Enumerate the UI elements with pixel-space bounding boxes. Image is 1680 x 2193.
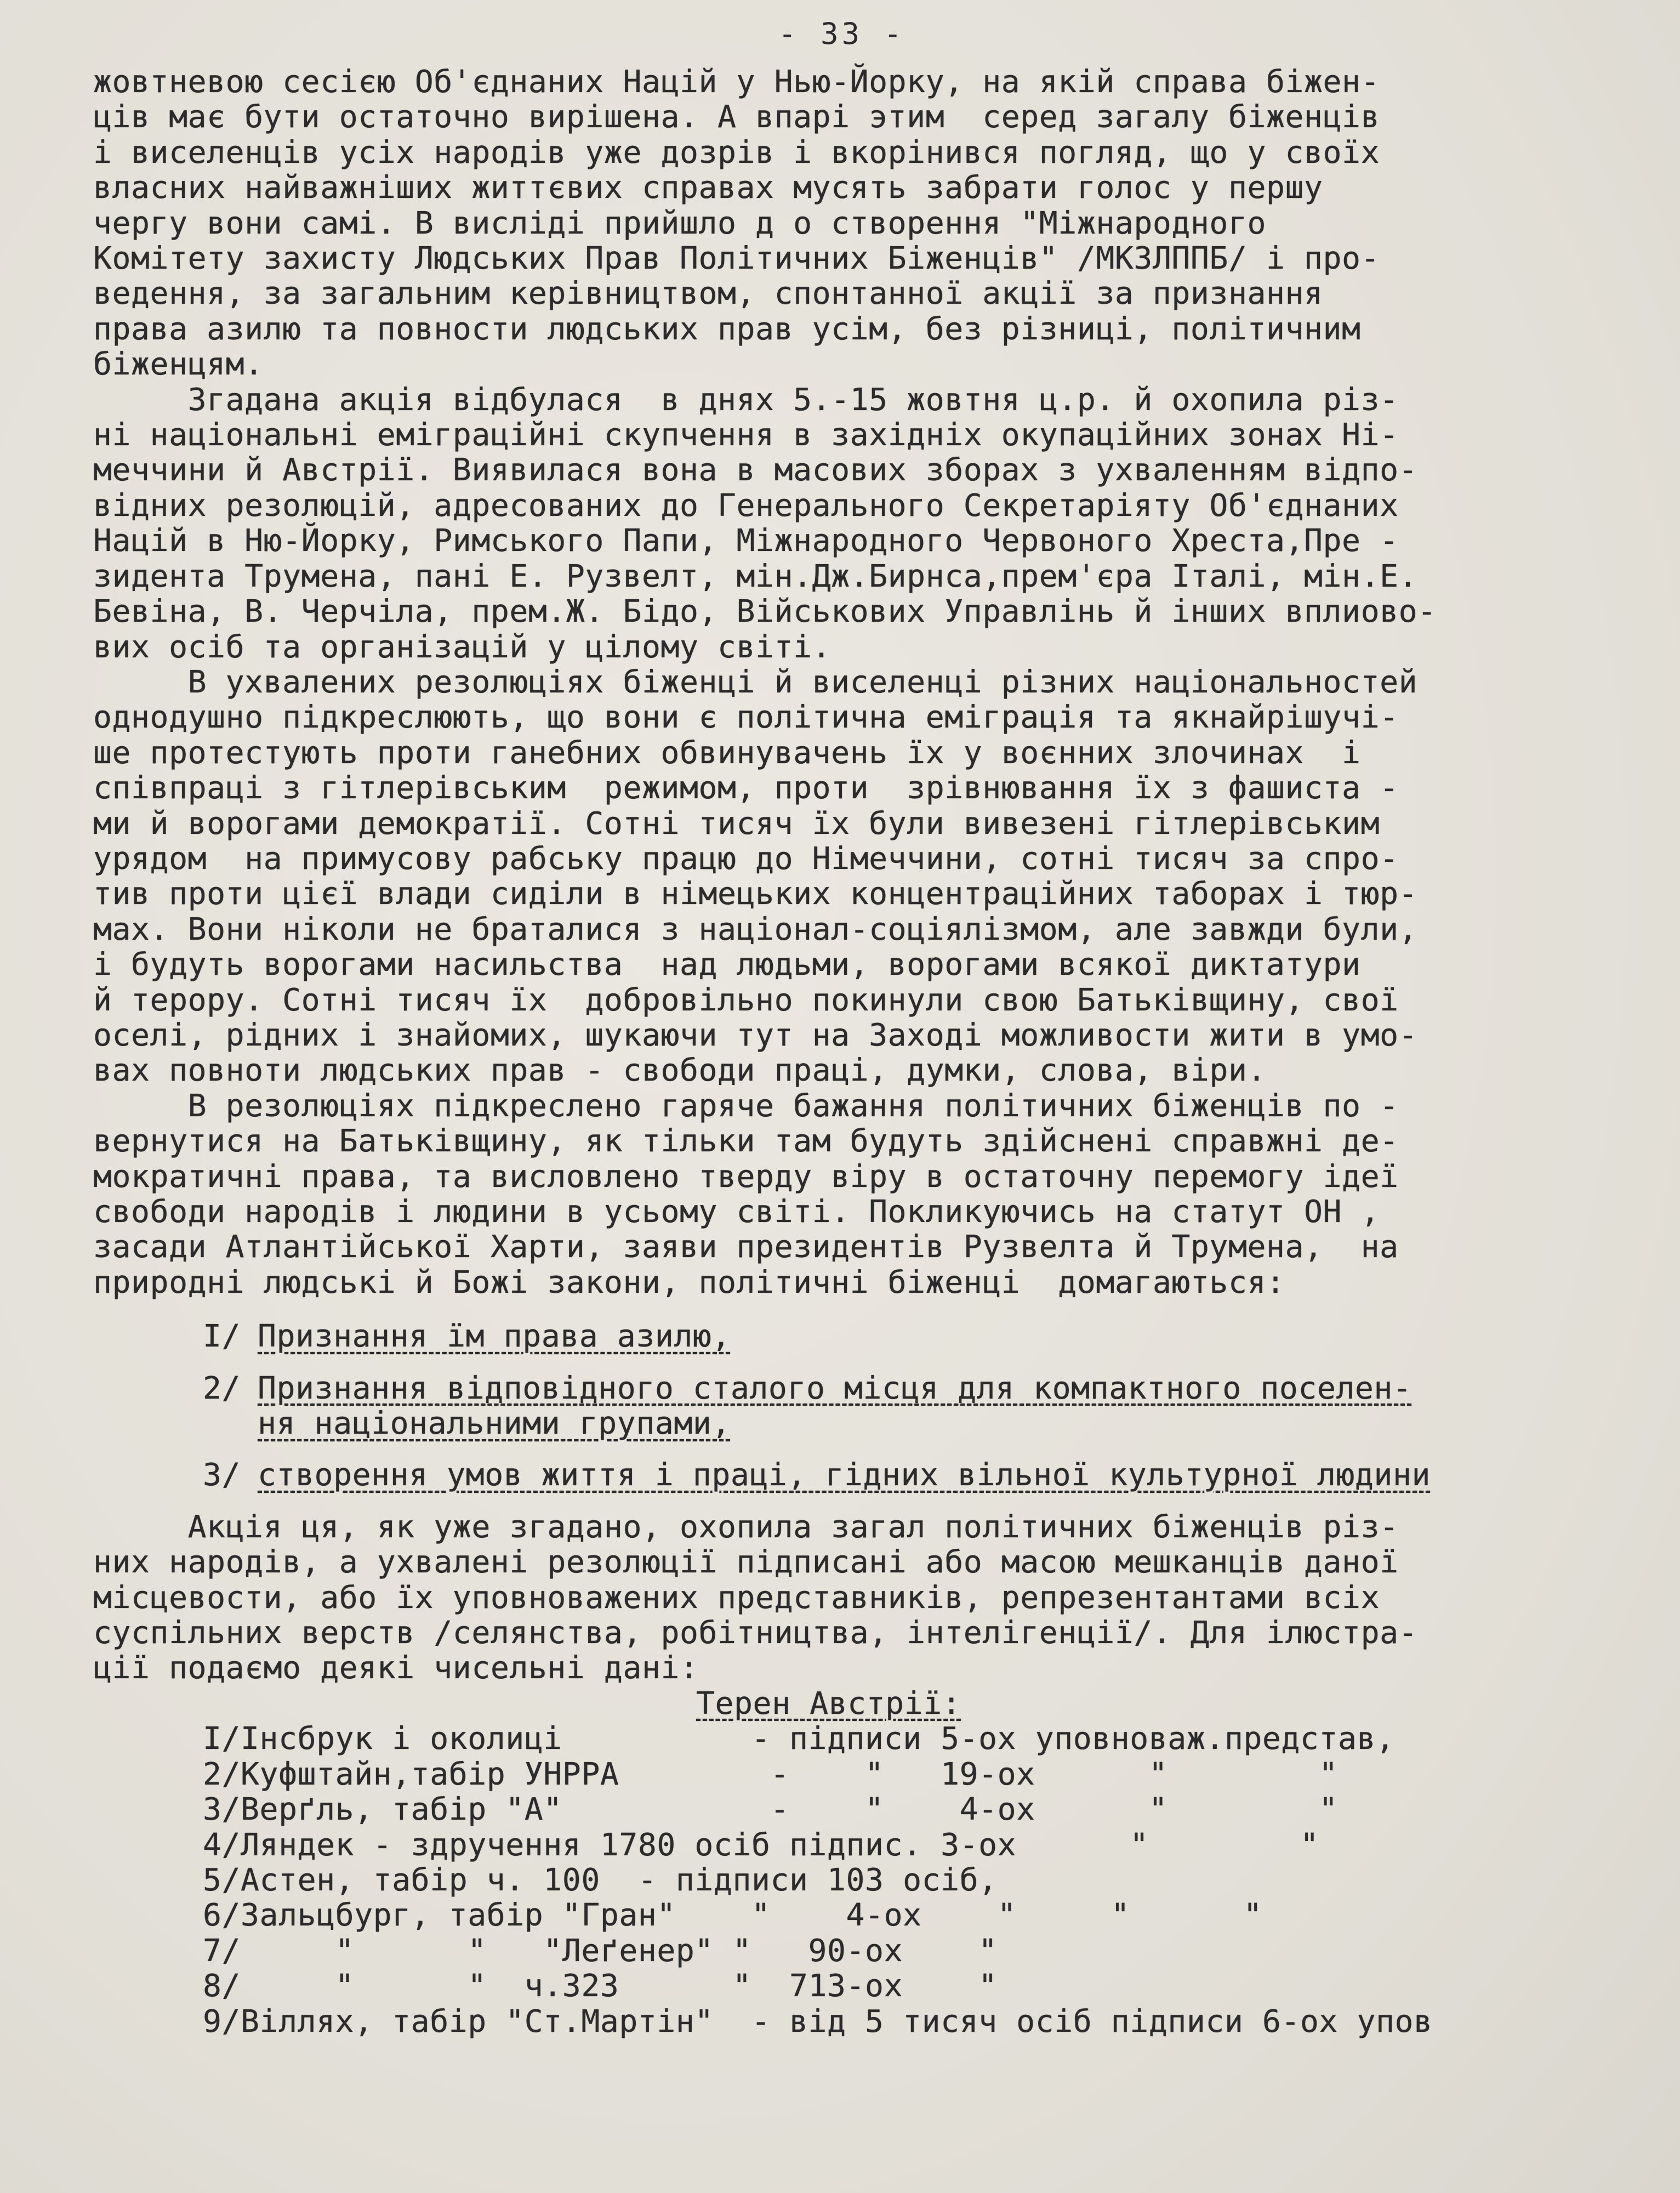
text-line: мах. Вони ніколи не браталися з націонал-соціялізмом, але завжди були, xyxy=(93,911,1418,947)
text-line: однодушно підкреслюють, що вони є політична еміграція та якнайрішучі- xyxy=(93,700,1399,736)
text-line: тив проти цієї влади сиділи в німецьких концентраційних таборах і тюр- xyxy=(93,876,1418,912)
text-line: В резолюціях підкреслено гаряче бажання політичних біженців по - xyxy=(93,1088,1399,1124)
text-line: Акція ця, як уже згадано, охопила загал політичних біженців різ- xyxy=(93,1509,1399,1545)
demand-item xyxy=(203,1319,1617,1354)
text-line: біженцям. xyxy=(93,346,264,383)
text-line: суспільних верств /селянства, робітництва, інтелігенції/. Для ілюстра- xyxy=(93,1615,1418,1651)
text-line: В ухвалених резолюціях біженці й виселенці різних національностей xyxy=(93,664,1418,700)
paragraph-action xyxy=(93,383,1617,665)
table-row: 2/Куфштайн,табір УНРРА - " 19-ох " " xyxy=(203,1756,1338,1792)
body-text xyxy=(93,65,1617,2039)
text-line: свободи народів і людини в усьому світі. Покликуючись на статут ОН , xyxy=(93,1194,1380,1230)
text-line: місцевости, або їх уповноважених представників, репрезентантами всіх xyxy=(93,1580,1380,1616)
table-row: 4/Ляндек - здручення 1780 осіб підпис. 3-ох " " xyxy=(203,1827,1319,1863)
text-line: них народів, а ухвалені резолюції підписані або масою мешканців даної xyxy=(93,1544,1399,1581)
table-row: 9/Віллях, табір "Ст.Мартін" - від 5 тисяч осіб підписи 6-ох упов xyxy=(203,2003,1433,2039)
text-line: й терору. Сотні тисяч їх добровільно покинули свою Батьківщину, свої xyxy=(93,982,1399,1018)
table-heading: Терен Австрії: xyxy=(696,1685,961,1722)
text-line: оселі, рідних і знайомих, шукаючи тут на Заході можливости жити в умо- xyxy=(93,1017,1418,1053)
demand-item xyxy=(203,1371,1617,1442)
demand-number: I/ xyxy=(203,1319,241,1355)
text-line: власних найважніших життєвих справах мусять забрати голос у першу xyxy=(93,170,1323,206)
paragraph-intro xyxy=(93,65,1617,383)
text-line: жовтневою сесією Об'єднаних Націй у Нью-Йорку, на якій справа біжен- xyxy=(93,64,1380,100)
text-line: ців має бути остаточно вирішена. А впарі этим серед загалу біженців xyxy=(93,99,1380,135)
text-line: співпраці з гітлерівським режимом, проти зрівнювання їх з фашиста - xyxy=(93,770,1399,806)
text-line: ні національні еміграційні скупчення в західніх окупаційних зонах Ні- xyxy=(93,417,1399,453)
text-line: природні людські й Божі закони, політичні біженці домагаються: xyxy=(93,1264,1285,1300)
text-line: зидента Трумена, пані Е. Рузвелт, мін.Дж.Бирнса,прем'єра Італі, мін.Е. xyxy=(93,558,1418,594)
text-line: чергу вони самі. В висліді прийшло д о створення "Міжнародного xyxy=(93,205,1266,241)
paragraph-statistics-intro xyxy=(93,1510,1617,1686)
text-line: відних резолюцій, адресованих до Генерального Секретаріяту Об'єднаних xyxy=(93,487,1399,524)
table-row: 5/Астен, табір ч. 100 - підписи 103 осіб, xyxy=(203,1862,998,1898)
table-row: 3/Верґль, табір "А" - " 4-ох " " xyxy=(203,1792,1338,1828)
demand-text: Признання відповідного сталого місця для компактного поселен- xyxy=(258,1370,1412,1406)
text-line: Націй в Ню-Йорку, Римського Папи, Міжнародного Червоного Хреста,Пре - xyxy=(93,523,1399,559)
paragraph-demands-intro xyxy=(93,1089,1617,1300)
text-line: Бевіна, В. Черчіла, прем.Ж. Бідо, Військових Управлінь й інших вплиово- xyxy=(93,594,1437,630)
demand-text: Признання їм права азилю, xyxy=(258,1319,731,1355)
table-row: 7/ " " "Леґенер" " 90-ох " xyxy=(203,1933,998,1969)
text-line: ше протестують проти ганебних обвинувачень їх у воєнних злочинах і xyxy=(93,735,1361,771)
text-line: мократичні права, та висловлено тверду віру в остаточну перемогу ідеї xyxy=(93,1158,1399,1195)
page-number: - 33 - xyxy=(778,16,906,51)
text-line: вернутися на Батьківщину, як тільки там будуть здійснені справжні де- xyxy=(93,1123,1399,1160)
table-row: 6/Зальцбург, табір "Гран" " 4-ох " " " xyxy=(203,1897,1262,1934)
demand-text: створення умов життя і праці, гідних вільної культурної людини xyxy=(258,1457,1431,1493)
text-line: і будуть ворогами насильства над людьми, ворогами всякої диктатури xyxy=(93,947,1361,983)
text-line: Комітету захисту Людських Прав Політичних Біженців" /МКЗЛППБ/ і про- xyxy=(93,241,1380,277)
text-line: вах повноти людських прав - свободи праці, думки, слова, віри. xyxy=(93,1053,1266,1089)
table-row: 8/ " " ч.323 " 713-ох " xyxy=(203,1968,998,2004)
signature-table xyxy=(93,1722,1617,2039)
table-row: I/Інсбрук і околиці - підписи 5-ох уповноваж.представ, xyxy=(203,1721,1395,1757)
demand-number: 3/ xyxy=(203,1457,241,1493)
text-line: Згадана акція відбулася в днях 5.-15 жовтня ц.р. й охопила різ- xyxy=(93,382,1399,418)
paragraph-resolutions xyxy=(93,665,1617,1089)
demand-text: ня національними групами, xyxy=(258,1406,731,1442)
text-line: ми й ворогами демократії. Сотні тисяч їх були вивезені гітлерівським xyxy=(93,805,1380,842)
text-line: вих осіб та організацій у цілому світі. xyxy=(93,629,832,665)
text-line: права азилю та повности людських прав усім, без різниці, політичним xyxy=(93,311,1361,347)
text-line: ції подаємо деякі чисельні дані: xyxy=(93,1650,699,1686)
demands-list xyxy=(93,1319,1617,1493)
text-line: ведення, за загальним керівництвом, спонтанної акції за признання xyxy=(93,276,1323,312)
demand-item xyxy=(203,1458,1617,1493)
text-line: засади Атлантійської Харти, заяви президентів Рузвелта й Трумена, на xyxy=(93,1229,1399,1265)
text-line: урядом на примусову рабську працю до Німеччини, сотні тисяч за спро- xyxy=(93,840,1399,877)
text-line: меччини й Австрії. Виявилася вона в масових зборах з ухваленням відпо- xyxy=(93,452,1418,488)
demand-number: 2/ xyxy=(203,1370,241,1406)
text-line: і виселенців усіх народів уже дозрів і вкорінився погляд, що у своїх xyxy=(93,134,1380,171)
